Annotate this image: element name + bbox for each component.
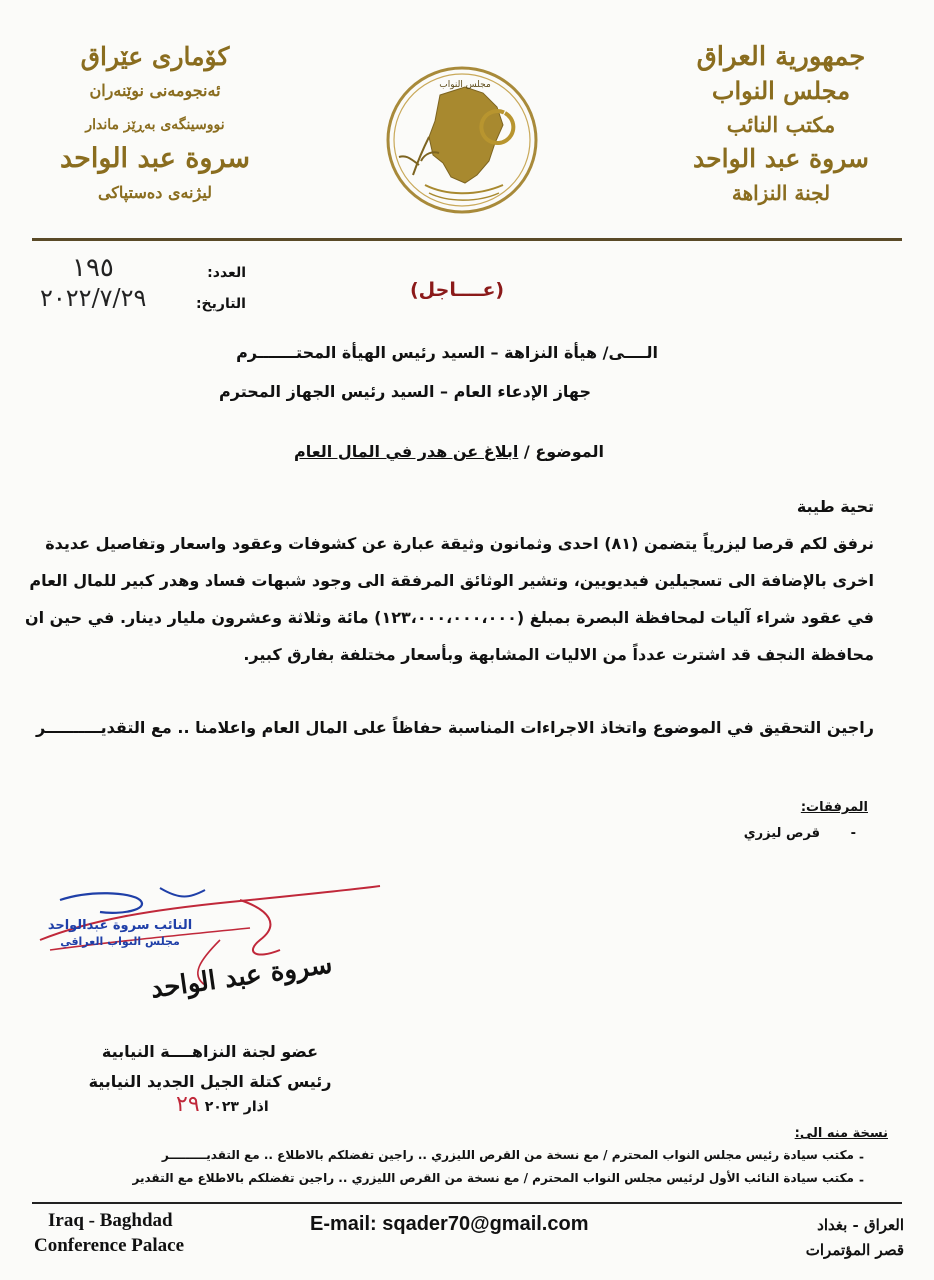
letterhead-line: سروة عبد الواحد xyxy=(693,144,869,173)
footer-address-ar-line: قصر المؤتمرات xyxy=(805,1241,904,1259)
attachment-item: - قرص ليزري xyxy=(743,826,856,841)
recipient-line-1: الــــى/ هيأة النزاهة – السيد رئيس الهيأة المحتـــــــرم xyxy=(236,343,658,362)
footer-address-ar-line: العراق - بغداد xyxy=(817,1216,904,1234)
urgent-label: (عــــاجل) xyxy=(410,279,505,301)
signatory-block xyxy=(80,1037,340,1097)
greeting: تحية طيبة xyxy=(796,497,874,516)
letterhead-line: مجلس النواب xyxy=(711,76,851,105)
subject xyxy=(294,442,604,461)
closing-line: راجين التحقيق في الموضوع واتخاذ الاجراءات المناسبة حفاظاً على المال العام واعلامنا .. مع التقديــــــــــر xyxy=(35,718,874,737)
body-line: نرفق لكم قرصا ليزرياً يتضمن (٨١) احدى وثمانون وثيقة عبارة عن كشوفات وعقود واسعار وتفاصيل عديدة xyxy=(45,534,874,553)
signatory-line: عضو لجنة النزاهــــة النيابية xyxy=(101,1042,319,1061)
seal-text: مجلس النواب xyxy=(439,80,491,90)
body-line: محافظة النجف قد اشترت عدداً من الاليات المشابهة وبأسعار مختلفة بفارق كبير. xyxy=(243,645,874,664)
attachments-label: المرفقات: xyxy=(800,800,868,815)
signatory-date: اذار ٢٠٢٣ ٢٩ xyxy=(176,1092,269,1117)
number-value: ١٩٥ xyxy=(72,253,114,283)
signatory-line: رئيس كتلة الجيل الجديد النيابية xyxy=(88,1072,332,1091)
copies-label: نسخة منه الى: xyxy=(794,1126,888,1141)
stamp-line: النائب سروة عبدالواحد xyxy=(47,918,193,933)
footer-email: E-mail: sqader70@gmail.com xyxy=(310,1213,589,1235)
letterhead-arabic xyxy=(656,40,906,210)
subject-label: الموضوع / xyxy=(523,442,604,461)
recipient-line-2: جهاز الإدعاء العام – السيد رئيس الجهاز المحترم xyxy=(219,382,591,401)
stamp-line: مجلس النواب العراقي xyxy=(60,935,180,948)
copy-bullet: - xyxy=(859,1150,864,1164)
attachment-bullet: - xyxy=(850,826,856,841)
letterhead-line: جمهورية العراق xyxy=(696,42,866,72)
handwritten-name: سروة عبد الواحد xyxy=(148,949,335,1005)
letterhead-line: سروة عبد الواحد xyxy=(60,143,250,174)
date-value: ٢٠٢٢/٧/٢٩ xyxy=(40,284,147,312)
body-line: اخرى بالإضافة الى تسجيلين فيديويين، وتشير الوثائق المرفقة الى وجود شبهات فساد وهدر كبير للمال العام xyxy=(29,571,874,590)
letterhead-line: نووسینگەی بەڕێز ماندار xyxy=(85,117,225,133)
letterhead-line: لیژنەی دەستپاکی xyxy=(97,183,213,202)
copy-item: مكتب سيادة النائب الأول لرئيس مجلس النواب المحترم / مع نسخة من القرص الليزري .. راجين تفضلكم بالاطلاع مع التقدير xyxy=(132,1171,854,1185)
copy-item: مكتب سيادة رئيس مجلس النواب المحترم / مع نسخة من القرص الليزري .. راجين تفضلكم بالاطلاع .. مع التقديـــــــــر xyxy=(161,1148,854,1162)
header-divider xyxy=(32,238,902,241)
letterhead-line: لجنة النزاهة xyxy=(731,181,831,205)
letter-body xyxy=(24,525,874,673)
letterhead-line: مكتب النائب xyxy=(726,112,836,137)
letterhead-line: كۆماری عێراق xyxy=(80,42,230,71)
date-label: التاريخ: xyxy=(195,296,246,312)
parliament-seal-logo xyxy=(385,65,540,215)
copy-bullet: - xyxy=(859,1173,864,1187)
official-stamp xyxy=(30,918,210,948)
letterhead-kurdish xyxy=(40,40,270,210)
footer-divider xyxy=(32,1202,902,1204)
footer-address-en-line: Conference Palace xyxy=(34,1235,185,1256)
letterhead-line: ئەنجومەنی نوێنەران xyxy=(89,81,221,100)
number-label: العدد: xyxy=(207,265,246,281)
footer-address-en-line: Iraq - Baghdad xyxy=(48,1210,173,1231)
body-line: في عقود شراء آليات لمحافظة البصرة بمبلغ (١٢٣،٠٠٠،٠٠٠،٠٠٠) مائة وثلاثة وعشرون مليار دينار. في حين ان xyxy=(24,608,874,627)
subject-text: ابلاغ عن هدر في المال العام xyxy=(294,442,519,461)
